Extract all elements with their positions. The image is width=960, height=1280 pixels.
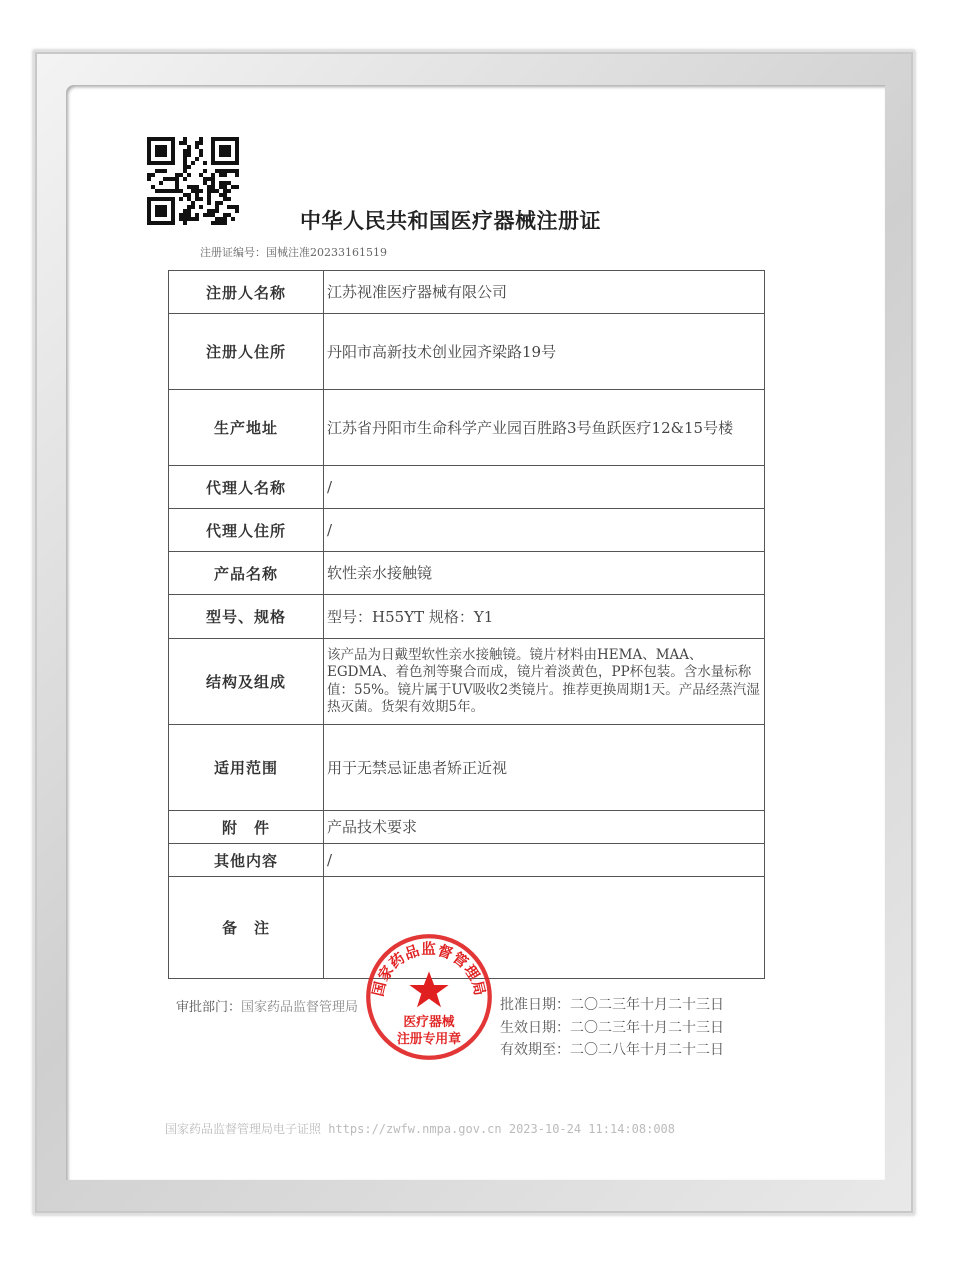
row-label: 附 件 xyxy=(169,811,324,844)
row-value: 用于无禁忌证患者矫正近视 xyxy=(324,725,765,811)
effective-date: 生效日期：二〇二三年十月二十三日 xyxy=(500,1019,724,1036)
table-row xyxy=(169,844,765,877)
approval-date: 批准日期：二〇二三年十月二十三日 xyxy=(500,997,724,1013)
table-row xyxy=(169,509,765,552)
approval-dept-label: 审批部门： xyxy=(176,1000,242,1015)
table-row xyxy=(169,552,765,595)
seal-line1: 医疗器械 xyxy=(403,1015,455,1031)
row-value: / xyxy=(324,466,765,509)
row-label: 型号、规格 xyxy=(169,595,324,639)
table-row xyxy=(169,725,765,811)
e-license-footer: 国家药品监督管理局电子证照 https://zwfw.nmpa.gov.cn 2023-10-24 11:14:08:008 xyxy=(165,1122,676,1136)
seal-line2: 注册专用章 xyxy=(396,1032,462,1048)
row-value: 产品技术要求 xyxy=(324,811,765,844)
row-value: 丹阳市高新技术创业园齐梁路19号 xyxy=(324,314,765,390)
row-value: 该产品为日戴型软性亲水接触镜。镜片材料由HEMA、MAA、EGDMA、着色剂等聚合而成，镜片着淡黄色，PP杯包装。含水量标称值：55%。镜片属于UV吸收2类镜片。推荐更换周期1天。产品经蒸汽湿热灭菌。货架有效期5年。 xyxy=(324,639,765,725)
row-label: 代理人名称 xyxy=(169,466,324,509)
row-value: 型号：H55YT 规格：Y1 xyxy=(324,595,765,639)
row-label: 结构及组成 xyxy=(169,639,324,725)
official-seal-icon xyxy=(364,932,494,1062)
approval-department xyxy=(176,996,358,1015)
table-row xyxy=(169,314,765,390)
row-label: 注册人名称 xyxy=(169,271,324,314)
table-row xyxy=(169,271,765,314)
certificate-title: 中华人民共和国医疗器械注册证 xyxy=(300,209,601,233)
row-value: / xyxy=(324,509,765,552)
row-value: 软性亲水接触镜 xyxy=(324,552,765,595)
dates-block xyxy=(500,994,724,1062)
row-label: 生产地址 xyxy=(169,390,324,466)
row-label: 产品名称 xyxy=(169,552,324,595)
row-label: 备 注 xyxy=(169,877,324,979)
registration-number: 注册证编号：国械注准20233161519 xyxy=(200,246,387,259)
table-row xyxy=(169,595,765,639)
seal-top-text: 国家药品监督管理局 xyxy=(370,942,488,999)
qr-code-icon xyxy=(147,137,239,225)
certificate-table xyxy=(168,270,765,979)
row-value: 江苏视准医疗器械有限公司 xyxy=(324,271,765,314)
row-label: 适用范围 xyxy=(169,725,324,811)
row-value: / xyxy=(324,844,765,877)
row-label: 代理人住所 xyxy=(169,509,324,552)
table-row xyxy=(169,639,765,725)
row-value: 江苏省丹阳市生命科学产业园百胜路3号鱼跃医疗12&15号楼 xyxy=(324,390,765,466)
row-label: 注册人住所 xyxy=(169,314,324,390)
table-row xyxy=(169,466,765,509)
table-row xyxy=(169,811,765,844)
approval-dept-value: 国家药品监督管理局 xyxy=(241,1000,359,1015)
table-row xyxy=(169,390,765,466)
expiry-date: 有效期至：二〇二八年十月二十二日 xyxy=(500,1042,724,1058)
row-label: 其他内容 xyxy=(169,844,324,877)
